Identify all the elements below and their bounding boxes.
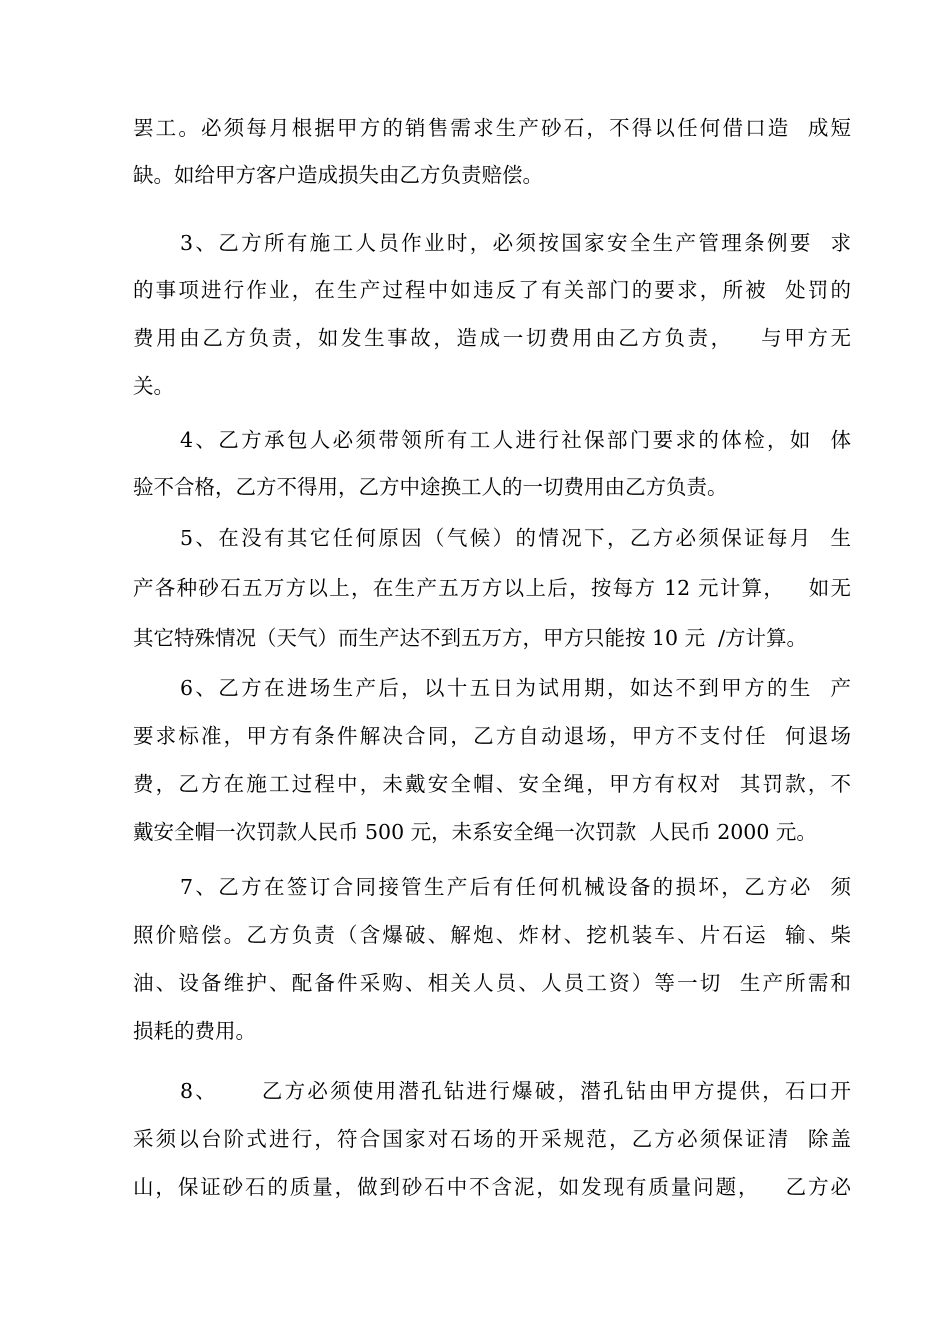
paragraph-8-first-line: 8、 乙方必须使用潜孔钻进行爆破，潜孔钻由甲方提供，石口开: [180, 1079, 851, 1103]
text-line: 罢工。必须每月根据甲方的销售需求生产砂石，不得以任何借口造 成短: [133, 116, 851, 140]
text-line: 要求标准，甲方有条件解决合同，乙方自动退场，甲方不支付任 何退场: [133, 724, 851, 748]
text-line: 山，保证砂石的质量，做到砂石中不含泥，如发现有质量问题， 乙方必: [133, 1175, 851, 1199]
text-line: 缺。如给甲方客户造成损失由乙方负责赔偿。: [133, 163, 543, 187]
text-line: 戴安全帽一次罚款人民币 500 元，未系安全绳一次罚款 人民币 2000 元。: [133, 820, 817, 844]
paragraph-7-first-line: 7、乙方在签订合同接管生产后有任何机械设备的损坏，乙方必 须: [180, 875, 851, 899]
text-line: 费用由乙方负责，如发生事故，造成一切费用由乙方负责， 与甲方无: [133, 326, 851, 350]
text-line: 损耗的费用。: [133, 1019, 256, 1043]
paragraph-4-first-line: 4、乙方承包人必须带领所有工人进行社保部门要求的体检，如 体: [180, 428, 851, 452]
text-line: 其它特殊情况（天气）而生产达不到五万方，甲方只能按 10 元 /方计算。: [133, 626, 808, 650]
text-line: 照价赔偿。乙方负责（含爆破、解炮、炸材、挖机装车、片石运 输、柴: [133, 923, 851, 947]
text-line: 的事项进行作业，在生产过程中如违反了有关部门的要求，所被 处罚的: [133, 278, 851, 302]
text-line: 费，乙方在施工过程中，未戴安全帽、安全绳，甲方有权对 其罚款，不: [133, 772, 851, 796]
text-line: 油、设备维护、配备件采购、相关人员、人员工资）等一切 生产所需和: [133, 971, 851, 995]
text-line: 产各种砂石五万方以上，在生产五万方以上后，按每方 12 元计算， 如无: [133, 576, 851, 600]
text-line: 采须以台阶式进行，符合国家对石场的开采规范，乙方必须保证清 除盖: [133, 1127, 851, 1151]
paragraph-5-first-line: 5、在没有其它任何原因（气候）的情况下，乙方必须保证每月 生: [180, 526, 851, 550]
text-line: 验不合格，乙方不得用，乙方中途换工人的一切费用由乙方负责。: [133, 475, 728, 499]
text-line: 关。: [133, 374, 174, 398]
paragraph-6-first-line: 6、乙方在进场生产后，以十五日为试用期，如达不到甲方的生 产: [180, 676, 851, 700]
paragraph-3-first-line: 3、乙方所有施工人员作业时，必须按国家安全生产管理条例要 求: [180, 231, 851, 255]
